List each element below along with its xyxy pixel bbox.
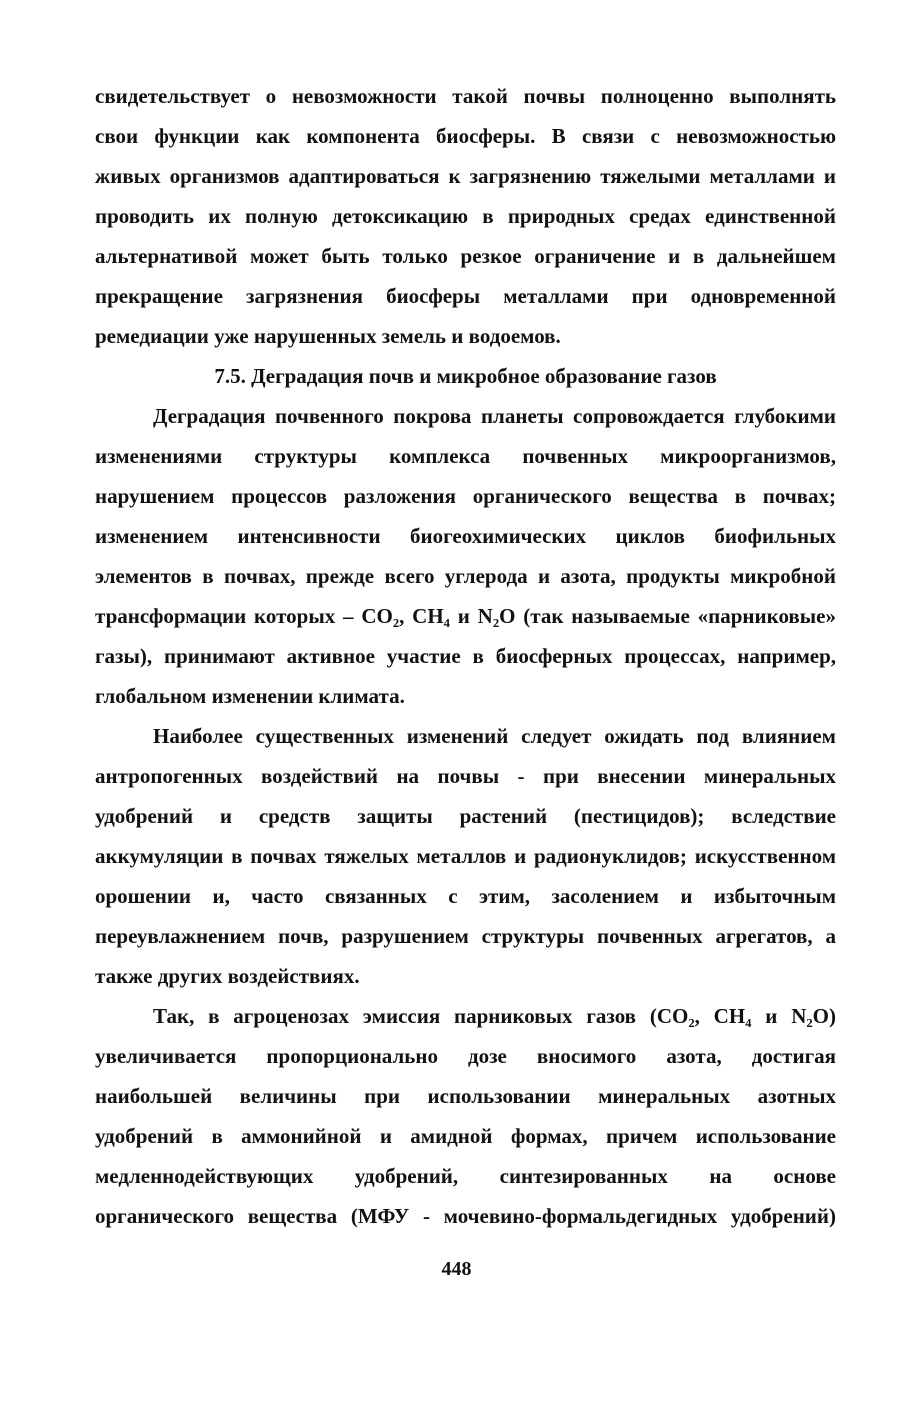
section-heading: 7.5. Деградация почв и микробное образование газов xyxy=(214,364,717,388)
text-line: увеличивается пропорционально дозе вносимого азота, достигая xyxy=(95,1044,836,1068)
text-line: наибольшей величины при использовании минеральных азотных xyxy=(95,1084,836,1108)
text-line: элементов в почвах, прежде всего углерода и азота, продукты микробной xyxy=(95,564,836,588)
text-line: Так, в агроценозах эмиссия парниковых газов (CO₂, CH₄ и N₂O) xyxy=(153,1004,836,1028)
text-line: переувлажнением почв, разрушением структуры почвенных агрегатов, а xyxy=(95,924,836,948)
text-line: газы), принимают активное участие в биосферных процессах, например, xyxy=(95,644,836,668)
text-line: орошении и, часто связанных с этим, засолением и избыточным xyxy=(95,884,836,908)
text-line: трансформации которых – CO₂, CH₄ и N₂O (так называемые «парниковые» xyxy=(95,604,836,628)
text-line: проводить их полную детоксикацию в природных средах единственной xyxy=(95,204,836,228)
text-line: ремедиации уже нарушенных земель и водоемов. xyxy=(95,324,561,348)
text-line: свои функции как компонента биосферы. В связи с невозможностью xyxy=(95,124,836,148)
text-line: медленнодействующих удобрений, синтезированных на основе xyxy=(95,1164,836,1188)
text-line: удобрений в аммонийной и амидной формах, причем использование xyxy=(95,1124,836,1148)
text-line: изменением интенсивности биогеохимических циклов биофильных xyxy=(95,524,836,548)
text-line: глобальном изменении климата. xyxy=(95,684,405,708)
text-line: изменениями структуры комплекса почвенных микроорганизмов, xyxy=(95,444,836,468)
text-line: также других воздействиях. xyxy=(95,964,360,988)
text-line: прекращение загрязнения биосферы металлами при одновременной xyxy=(95,284,836,308)
text-line: Деградация почвенного покрова планеты сопровождается глубокими xyxy=(153,404,836,428)
text-line: аккумуляции в почвах тяжелых металлов и радионуклидов; искусственном xyxy=(95,844,836,868)
text-line: живых организмов адаптироваться к загрязнению тяжелыми металлами и xyxy=(95,164,836,188)
text-line: свидетельствует о невозможности такой почвы полноценно выполнять xyxy=(95,84,836,108)
text-line: альтернативой может быть только резкое ограничение и в дальнейшем xyxy=(95,244,836,268)
text-line: антропогенных воздействий на почвы - при внесении минеральных xyxy=(95,764,836,788)
text-line: органического вещества (МФУ - мочевино-формальдегидных удобрений) xyxy=(95,1204,836,1228)
text-line: удобрений и средств защиты растений (пестицидов); вследствие xyxy=(95,804,836,828)
page-number: 448 xyxy=(441,1258,472,1280)
text-line: нарушением процессов разложения органического вещества в почвах; xyxy=(95,484,836,508)
text-line: Наиболее существенных изменений следует ожидать под влиянием xyxy=(153,724,836,748)
